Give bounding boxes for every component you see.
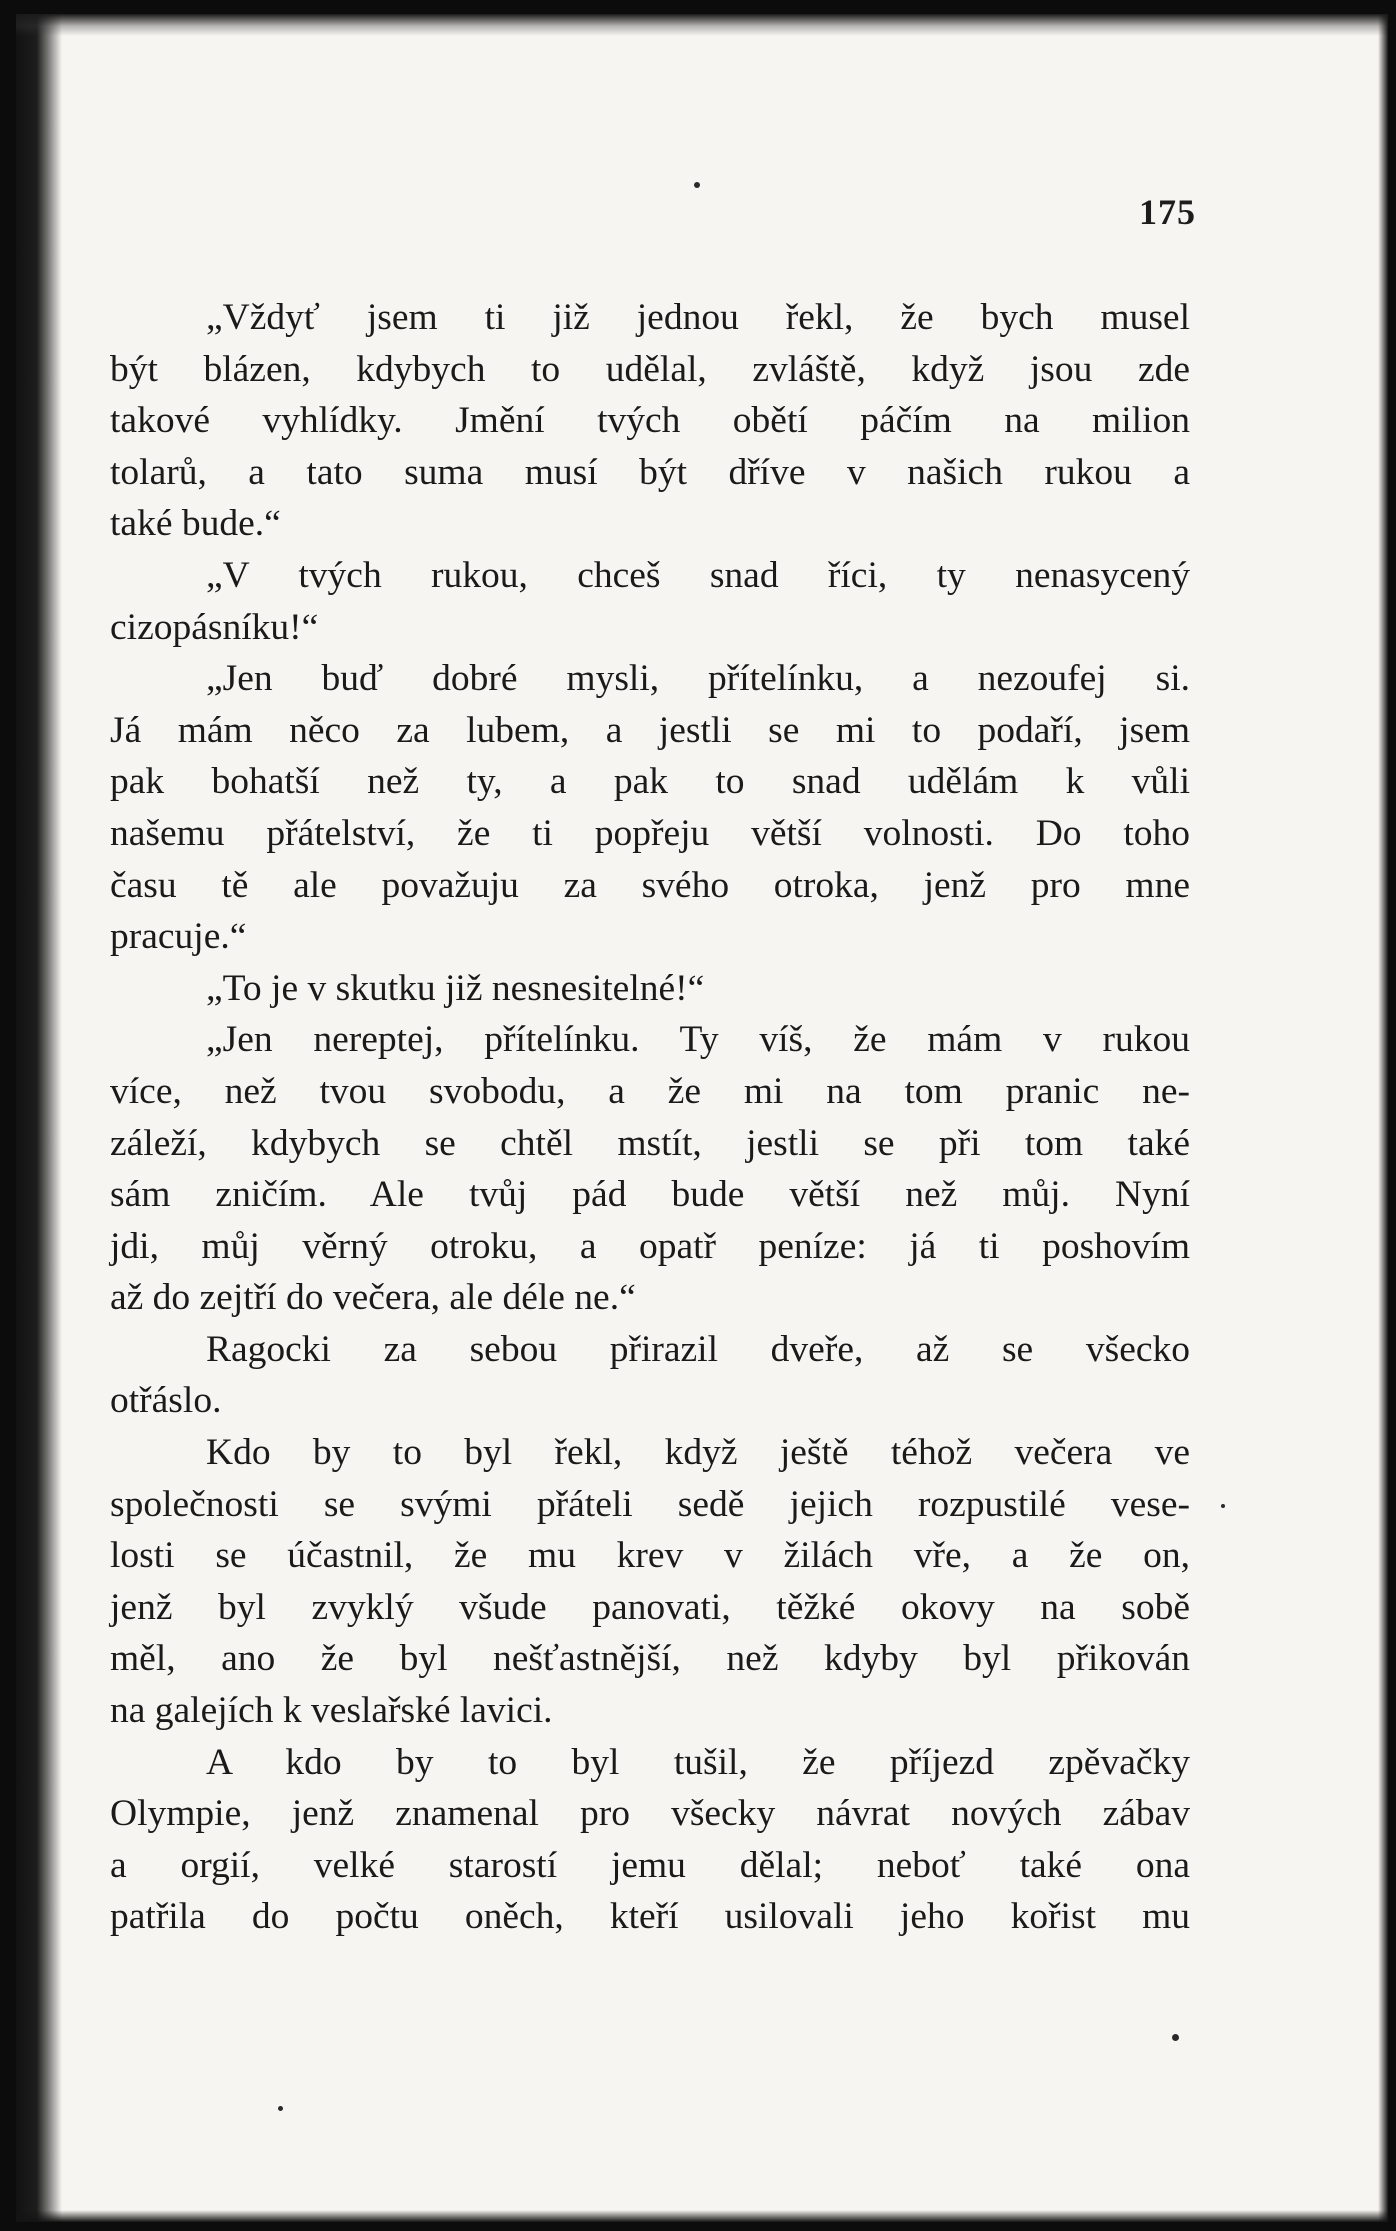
page-number: 175: [1139, 192, 1196, 232]
text-line: našemu přátelství, že ti popřeju větší volnosti. Do toho: [110, 812, 1190, 854]
text-line: také bude.“: [110, 503, 281, 545]
book-page: [16, 14, 1388, 2222]
text-line: „Jen buď dobré mysli, přítelínku, a nezoufej si.: [206, 658, 1190, 700]
text-line: pak bohatší než ty, a pak to snad udělám k vůli: [110, 761, 1190, 803]
text-line: otřáslo.: [110, 1380, 222, 1422]
scan-speck: [1221, 1504, 1225, 1508]
text-line: více, než tvou svobodu, a že mi na tom pranic ne-: [110, 1070, 1190, 1112]
text-line: takové vyhlídky. Jmění tvých obětí páčím na milion: [110, 400, 1190, 442]
text-line: a orgií, velké starostí jemu dělal; neboť také ona: [110, 1844, 1190, 1886]
text-line: být blázen, kdybych to udělal, zvláště, když jsou zde: [110, 348, 1190, 390]
text-line: na galejích k veslařské lavici.: [110, 1690, 553, 1732]
scan-speck: [694, 182, 700, 188]
text-line: společnosti se svými přáteli sedě jejich rozpustilé vese-: [110, 1483, 1190, 1525]
text-line: Ragocki za sebou přirazil dveře, až se všecko: [206, 1328, 1190, 1370]
text-line: patřila do počtu oněch, kteří usilovali jeho kořist mu: [110, 1896, 1190, 1938]
scan-speck: [278, 2106, 283, 2111]
text-line: pracuje.“: [110, 916, 247, 958]
text-line: „Jen nereptej, přítelínku. Ty víš, že mám v rukou: [206, 1019, 1190, 1061]
scan-border-bottom: [16, 2210, 1388, 2222]
scan-border-right: [1378, 14, 1388, 2222]
text-line: záleží, kdybych se chtěl mstít, jestli se při tom také: [110, 1122, 1190, 1164]
scan-border-top: [16, 14, 1388, 36]
text-line: tolarů, a tato suma musí být dříve v našich rukou a: [110, 451, 1190, 493]
text-line: „V tvých rukou, chceš snad říci, ty nenasycený: [206, 554, 1190, 596]
text-line: Olympie, jenž znamenal pro všecky návrat nových zábav: [110, 1793, 1190, 1835]
text-line: až do zejtří do večera, ale déle ne.“: [110, 1277, 636, 1319]
text-line: „To je v skutku již nesnesitelné!“: [206, 967, 705, 1009]
text-line: času tě ale považuju za svého otroka, jenž pro mne: [110, 864, 1190, 906]
text-line: Já mám něco za lubem, a jestli se mi to podaří, jsem: [110, 709, 1190, 751]
text-line: losti se účastnil, že mu krev v žilách vře, a že on,: [110, 1535, 1190, 1577]
text-line: „Vždyť jsem ti již jednou řekl, že bych musel: [206, 297, 1190, 338]
text-line: jdi, můj věrný otroku, a opatř peníze: já ti poshovím: [110, 1225, 1190, 1267]
text-line: cizopásníku!“: [110, 606, 319, 648]
text-line: měl, ano že byl nešťastnější, než kdyby byl přikován: [110, 1638, 1190, 1680]
body-text: [110, 292, 1190, 1943]
text-line: sám zničím. Ale tvůj pád bude větší než můj. Nyní: [110, 1174, 1190, 1216]
scan-border-left: [16, 14, 62, 2222]
text-line: jenž byl zvyklý všude panovati, těžké okovy na sobě: [110, 1586, 1190, 1628]
scan-speck: [1172, 2034, 1179, 2041]
text-line: Kdo by to byl řekl, když ještě téhož večera ve: [206, 1432, 1190, 1474]
text-line: A kdo by to byl tušil, že příjezd zpěvačky: [206, 1741, 1190, 1783]
